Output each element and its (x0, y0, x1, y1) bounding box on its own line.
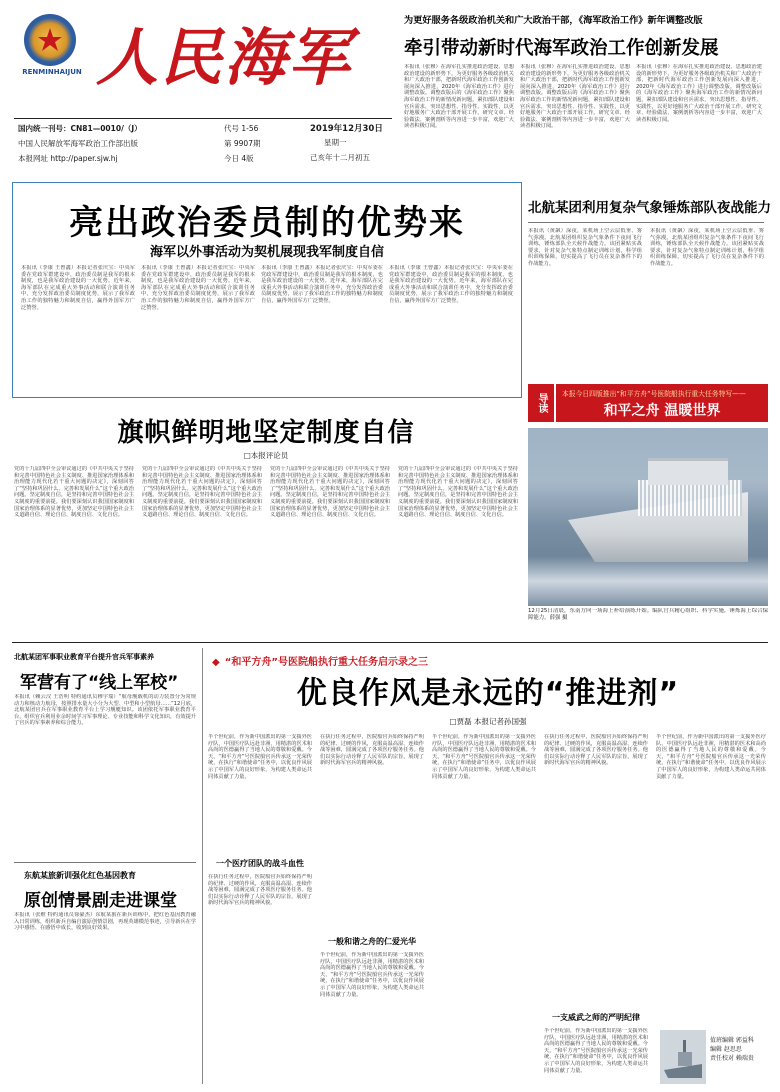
masthead-rule (14, 118, 392, 119)
issue-number: 第 9907期 (224, 139, 261, 148)
series-body-col4b: 半个世纪前，作为新中国派出的第一支援外医疗队，中国医疗队远赴非洲，用精湛的医术和高尚的医德赢得了当地人民的尊敬和爱戴。今天，“和平方舟”号医院船官兵传承这一光荣传统，在执行“和谐使命”任务中，以优良作风展示了中国军人的良好形象，为构建人类命运共同体贡献了力量。 (544, 1028, 648, 1074)
proofreader: 责任校对 赖瑞贵 (710, 1055, 754, 1062)
top-story (404, 8, 766, 180)
series-body-col3: 半个世纪前，作为新中国派出的第一支援外医疗队，中国医疗队远赴非洲，用精湛的医术和高尚的医德赢得了当地人民的尊敬和爱戴。今天，“和平方舟”号医院船官兵传承这一光荣传统，在执行“和谐使命”任务中，以优良作风展示了中国军人的良好形象，为构建人类命运共同体贡献了力量。 (432, 734, 536, 780)
left-story-1-kicker: 北航某团军事职业教育平台提升官兵军事素养 (14, 653, 154, 661)
section-divider (12, 642, 768, 643)
side-story-rule (528, 222, 764, 223)
top-story-body-col3: 本报讯（张穆）在海军扎实推进政治建设、思想政治建设的新形势下，为更好服务各级政治机关和广大政治干部，把新时代海军政治工作创新发展向深入推进，2020年《海军政治工作》进行调整改版。调整改版后的《海军政治工作》聚焦海军政治工作的新情况新问题，紧扣部队建设和官兵需求，突出思想性、指导性、实践性，以更好地服务广大政治干部开展工作。研究文章、经验做法、案例剖析等内容进一步丰富，欢迎广大读者积极订阅。 (636, 64, 762, 123)
side-story-body-col2: 本报讯（黄飙）深夜，某机场上空云层低垂、雾气弥漫。北航某团组织复杂气象条件下夜间飞行训练，锤炼部队全天候作战能力。该团紧贴实战要求，针对复杂气象特点制定训练计划，科学组织训练保障，切实提高了飞行员在复杂条件下的作战能力。 (650, 228, 764, 267)
side-story-headline: 北航某团利用复杂气象锤炼部队夜战能力 (528, 200, 771, 216)
series-body-col5: 半个世纪前，作为新中国派出的第一支援外医疗队，中国医疗队远赴非洲，用精湛的医术和高尚的医德赢得了当地人民的尊敬和爱戴。今天，“和平方舟”号医院船官兵传承这一光荣传统，在执行“和谐使命”任务中，以优良作风展示了中国军人的良好形象，为构建人类命运共同体贡献了力量。 (656, 734, 766, 780)
ship-illustration (660, 1030, 706, 1084)
side-story-body-col1: 本报讯（黄飙）深夜，某机场上空云层低垂、雾气弥漫。北航某团组织复杂气象条件下夜间飞行训练，锤炼部队全天候作战能力。该团紧贴实战要求，针对复杂气象特点制定训练计划，科学组织训练保障，切实提高了飞行员在复杂条件下的作战能力。 (528, 228, 642, 267)
lead-subhead: 海军以外事活动为契机展现我军制度自信 (149, 245, 384, 260)
editor-on-duty: 值班编辑 郭益科 (710, 1037, 754, 1044)
ship-superstructure (648, 458, 728, 485)
top-story-kicker: 为更好服务各级政治机关和广大政治干部，《海军政治工作》新年调整改版 (404, 15, 703, 26)
series-story (208, 648, 768, 1088)
editorial-body-col2: 党的十九届四中全会审议通过的《中共中央关于坚持和完善中国特色社会主义制度、推进国家治理体系和治理能力现代化若干重大问题的决定》，深刻回答了“坚持和巩固什么、完善和发展什么”这个重大政治问题。坚定制度自信，是坚持和完善中国特色社会主义制度的重要前提。我们要深刻认识我国国家制度和国家治理体系的显著优势，更加坚定中国特色社会主义道路自信、理论自信、制度自信、文化自信。 (142, 466, 262, 519)
editorial-byline (14, 450, 518, 461)
masthead-title: 人民海军 (96, 21, 353, 94)
series-byline: □贾磊 本报记者孙国强 (449, 717, 527, 726)
series-headline: 优良作风是永远的“推进剂” (296, 676, 680, 711)
left-story-2-headline: 原创情景剧走进课堂 (24, 891, 177, 911)
left-story-divider (14, 862, 196, 863)
editorial-body-col4: 党的十九届四中全会审议通过的《中共中央关于坚持和完善中国特色社会主义制度、推进国家治理体系和治理能力现代化若干重大问题的决定》，深刻回答了“坚持和巩固什么、完善和发展什么”这个重大政治问题。坚定制度自信，是坚持和完善中国特色社会主义制度的重要前提。我们要深刻认识我国国家制度和国家治理体系的显著优势，更加坚定中国特色社会主义道路自信、理论自信、制度自信、文化自信。 (398, 466, 518, 519)
series-body-col2b: 半个世纪前，作为新中国派出的第一支援外医疗队，中国医疗队远赴非洲，用精湛的医术和高尚的医德赢得了当地人民的尊敬和爱戴。今天，“和平方舟”号医院船官兵传承这一光荣传统，在执行“和谐使命”任务中，以优良作风展示了中国军人的良好形象，为构建人类命运共同体贡献了力量。 (320, 952, 424, 998)
lunar-date: 己亥年十二月初五 (310, 153, 370, 162)
publisher: 中国人民解放军海军政治工作部出版 (18, 139, 138, 148)
ship-wake (528, 556, 768, 606)
guide-title: 和平之舟 温暖世界 (603, 403, 721, 419)
series-section-1: 一个医疗团队的战斗血性 (216, 859, 304, 868)
lead-body-col1: 本报讯（李康 王曾鑫）本报记者张庆宝：中央军委在党政军群建设中，政治委员制是我军的根本制度，也是我军政治建设的一大优势。近年来，海军部队在完成重大外事活动和联合演训任务中，充分发挥政治委员制度优势，展示了我军政治工作的独特魅力和制度自信，赢得外国军方广泛赞誉。 (21, 265, 135, 311)
guide-kicker: 本报今日四版推出“和平方舟”号医院船执行重大任务特写—— (562, 390, 746, 398)
lead-body-col2: 本报讯（李康 王曾鑫）本报记者张庆宝：中央军委在党政军群建设中，政治委员制是我军的根本制度，也是我军政治建设的一大优势。近年来，海军部队在完成重大外事活动和联合演训任务中，充分发挥政治委员制度优势，展示了我军政治工作的独特魅力和制度自信，赢得外国军方广泛赞誉。 (141, 265, 255, 311)
lead-body-col4: 本报讯（李康 王曾鑫）本报记者张庆宝：中央军委在党政军群建设中，政治委员制是我军的根本制度，也是我军政治建设的一大优势。近年来，海军部队在完成重大外事活动和联合演训任务中，充分发挥政治委员制度优势，展示了我军政治工作的独特魅力和制度自信，赢得外国军方广泛赞誉。 (389, 265, 513, 304)
editor-credits (710, 1036, 768, 1063)
editorial-byline-text: 本报评论员 (250, 451, 289, 460)
series-section-3: 一支威武之师的严明纪律 (552, 1013, 640, 1022)
left-story-1-headline: 军营有了“线上军校” (20, 673, 179, 693)
lead-story (12, 182, 522, 398)
masthead (14, 8, 392, 178)
series-kicker: “和平方舟”号医院船执行重大任务启示录之三 (224, 657, 428, 668)
left-story-1 (14, 648, 196, 860)
photo-caption: 12月25日清晨，东南方向一场海上补给演练开始。编队官兵精心组织、科学实施，锤炼海上综合保障能力。薛强 摄 (528, 608, 768, 621)
series-body-col2: 在执行任务过程中，医院船官兵始终保持严明的纪律、过硬的作风，克服高温高湿、连续作战等困难，圆满完成了各项医疗服务任务。他们以实际行动诠释了人民军队的宗旨，展现了新时代海军官兵的精神风貌。 (320, 734, 424, 767)
postal-code: 代号 1-56 (224, 124, 259, 133)
left-story-2-body: 本报讯（张维 特约通讯员徐豪杰）东航某旅在新兵训练中，把红色基因教育融入日常训练，组织新兵自编自演原创情景剧，再现英雄模范事迹，引导新兵在学习中感悟、在感悟中成长，收到良好效果。 (14, 912, 196, 932)
series-body-col1b: 在执行任务过程中，医院船官兵始终保持严明的纪律、过硬的作风，克服高温高湿、连续作战等困难，圆满完成了各项医疗服务任务。他们以实际行动诠释了人民军队的宗旨，展现了新时代海军官兵的精神风貌。 (208, 874, 312, 907)
editorial-headline: 旗帜鲜明地坚定制度自信 (117, 418, 415, 448)
series-body-col1: 半个世纪前，作为新中国派出的第一支援外医疗队，中国医疗队远赴非洲，用精湛的医术和高尚的医德赢得了当地人民的尊敬和爱戴。今天，“和平方舟”号医院船官兵传承这一光荣传统，在执行“和谐使命”任务中，以优良作风展示了中国军人的良好形象，为构建人类命运共同体贡献了力量。 (208, 734, 312, 780)
guide-label: 导读 (528, 384, 554, 422)
series-section-2: 一般和谐之舟的仁爱光华 (328, 937, 416, 946)
issn: 国内统一刊号：CN81—0010/（J） (18, 124, 142, 133)
news-photo (528, 428, 768, 606)
byline-square-icon: □ (243, 451, 251, 460)
publish-date: 2019年12月30日 (310, 124, 383, 134)
lead-headline: 亮出政治委员制的优势来 (69, 203, 465, 243)
editor: 编辑 赵思思 (710, 1046, 742, 1053)
guide-panel (556, 384, 768, 422)
top-story-body-col2: 本报讯（张穆）在海军扎实推进政治建设、思想政治建设的新形势下，为更好服务各级政治机关和广大政治干部，把新时代海军政治工作创新发展向深入推进，2020年《海军政治工作》进行调整改版。调整改版后的《海军政治工作》聚焦海军政治工作的新情况新问题，紧扣部队建设和官兵需求，突出思想性、指导性、实践性，以更好地服务广大政治干部开展工作。研究文章、经验做法、案例剖析等内容进一步丰富，欢迎广大读者积极订阅。 (520, 64, 630, 130)
left-story-2-kicker: 东航某旅新训强化红色基因教育 (24, 871, 136, 880)
website[interactable]: 本报网址 http://paper.sjw.hj (18, 154, 118, 163)
editorial (14, 404, 518, 638)
series-body-col4: 在执行任务过程中，医院船官兵始终保持严明的纪律、过硬的作风，克服高温高湿、连续作战等困难，圆满完成了各项医疗服务任务。他们以实际行动诠释了人民军队的宗旨，展现了新时代海军官兵的精神风貌。 (544, 734, 648, 767)
weekday: 星期一 (324, 138, 347, 147)
left-story-2 (14, 866, 196, 1082)
series-kicker-row (212, 650, 428, 669)
page-count: 今日 4版 (224, 154, 254, 163)
sailors-on-deck (638, 480, 742, 516)
diamond-icon: ◆ (212, 657, 220, 668)
navy-emblem-icon (24, 14, 76, 66)
column-divider (202, 648, 203, 1084)
editorial-body-col3: 党的十九届四中全会审议通过的《中共中央关于坚持和完善中国特色社会主义制度、推进国家治理体系和治理能力现代化若干重大问题的决定》，深刻回答了“坚持和巩固什么、完善和发展什么”这个重大政治问题。坚定制度自信，是坚持和完善中国特色社会主义制度的重要前提。我们要深刻认识我国国家制度和国家治理体系的显著优势，更加坚定中国特色社会主义道路自信、理论自信、制度自信、文化自信。 (270, 466, 390, 519)
editorial-body-col1: 党的十九届四中全会审议通过的《中共中央关于坚持和完善中国特色社会主义制度、推进国家治理体系和治理能力现代化若干重大问题的决定》，深刻回答了“坚持和巩固什么、完善和发展什么”这个重大政治问题。坚定制度自信，是坚持和完善中国特色社会主义制度的重要前提。我们要深刻认识我国国家制度和国家治理体系的显著优势，更加坚定中国特色社会主义道路自信、理论自信、制度自信、文化自信。 (14, 466, 134, 519)
lead-body-col3: 本报讯（李康 王曾鑫）本报记者张庆宝：中央军委在党政军群建设中，政治委员制是我军的根本制度，也是我军政治建设的一大优势。近年来，海军部队在完成重大外事活动和联合演训任务中，充分发挥政治委员制度优势，展示了我军政治工作的独特魅力和制度自信，赢得外国军方广泛赞誉。 (261, 265, 383, 304)
top-story-body-col1: 本报讯（张穆）在海军扎实推进政治建设、思想政治建设的新形势下，为更好服务各级政治机关和广大政治干部，把新时代海军政治工作创新发展向深入推进，2020年《海军政治工作》进行调整改版。调整改版后的《海军政治工作》聚焦海军政治工作的新情况新问题，紧扣部队建设和官兵需求，突出思想性、指导性、实践性，以更好地服务广大政治干部开展工作。研究文章、经验做法、案例剖析等内容进一步丰富，欢迎广大读者积极订阅。 (404, 64, 514, 130)
guide-box[interactable] (528, 384, 768, 424)
left-story-1-body: 本报讯（赖云汉 王浩明 特约通讯员穆宇瑞）“航母舰载机的动力装置分为常规动力和核动力航母，按照排水量大小分为大型、中型和小型航母……”12月底，北航某团官兵在军事职业教育平台上学习舰艇知识。该团依托军事职业教育平台，组织官兵利用业余时间学习军事理论、专业技能和科学文化知识，有效提升了官兵的军事素养和综合能力。 (14, 694, 196, 727)
top-story-headline: 牵引带动新时代海军政治工作创新发展 (404, 38, 719, 59)
masthead-pinyin: RENMINHAIJUN (22, 68, 82, 76)
side-story (528, 182, 771, 372)
